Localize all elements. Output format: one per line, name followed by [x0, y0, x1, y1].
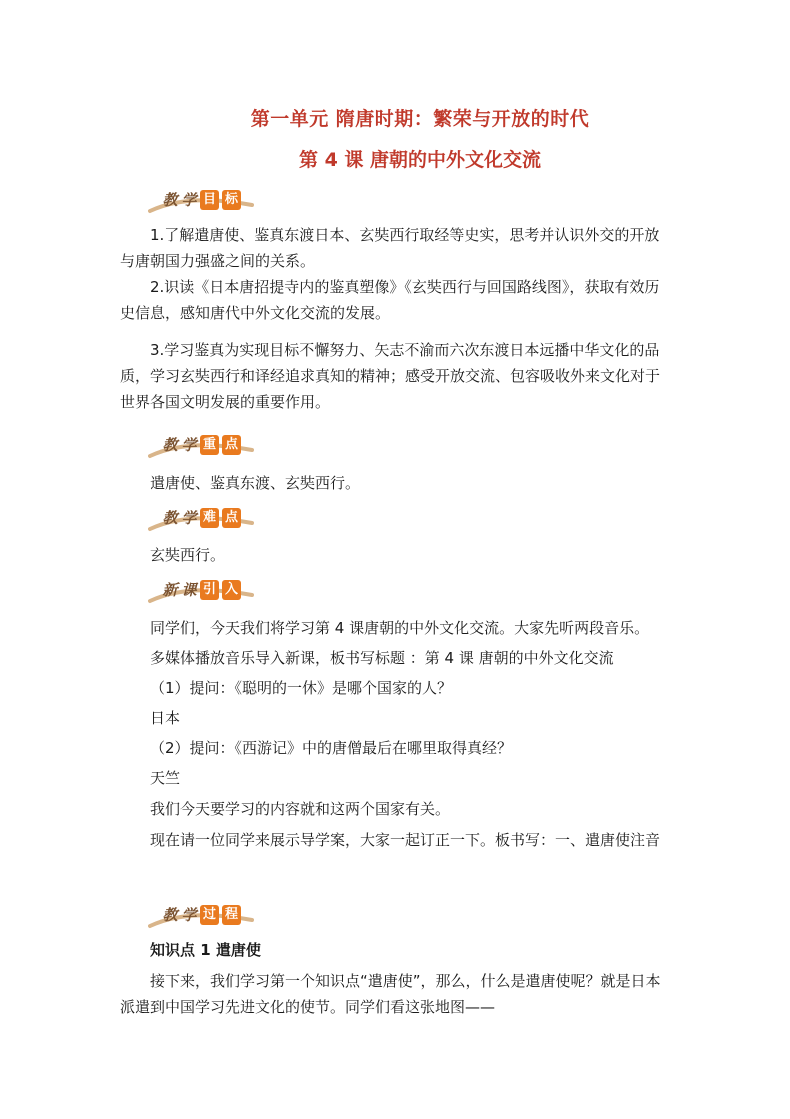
intro-question-1: （1）提问：《聪明的一休》是哪个国家的人？	[150, 679, 453, 697]
section-badge-difficulties	[148, 505, 258, 533]
section-badge-key-points	[148, 432, 258, 460]
badge-char: 学	[181, 906, 197, 924]
badge-char-boxed: 重	[200, 435, 219, 455]
badge-char: 教	[162, 509, 178, 527]
badge-char: 新	[162, 581, 178, 599]
section-badge-objectives	[148, 187, 258, 215]
badge-char-boxed: 点	[222, 508, 241, 528]
badge-char-boxed: 程	[222, 905, 241, 925]
badge-char: 学	[181, 509, 197, 527]
intro-paragraph-4: 现在请一位同学来展示导学案，大家一起订正一下。板书写：一、遣唐使注音	[150, 831, 661, 849]
intro-paragraph-2: 多媒体播放音乐导入新课，板书写标题 ：第 4 课 唐朝的中外文化交流	[150, 649, 614, 667]
lesson-title: 第 4 课 唐朝的中外文化交流	[298, 149, 542, 171]
difficulties-text: 玄奘西行。	[150, 546, 226, 564]
badge-char: 教	[162, 906, 178, 924]
section-badge-process	[148, 902, 258, 930]
objective-item-2: 2.识读《日本唐招提寺内的鉴真塑像》《玄奘西行与回国路线图》，获取有效历史信息，感知唐代中外文化交流的发展。	[120, 278, 660, 322]
badge-char-boxed: 点	[222, 435, 241, 455]
badge-char-boxed: 过	[200, 905, 219, 925]
badge-char-boxed: 难	[200, 508, 219, 528]
badge-char-boxed: 入	[222, 580, 241, 600]
badge-char: 教	[162, 436, 178, 454]
badge-char-boxed: 标	[222, 190, 241, 210]
intro-answer-2: 天竺	[150, 769, 181, 787]
section-badge-introduction	[148, 577, 258, 605]
intro-paragraph-3: 我们今天要学习的内容就和这两个国家有关。	[150, 800, 451, 818]
knowledge-point-1-text: 接下来，我们学习第一个知识点“遣唐使”，那么，什么是遣唐使呢？就是日本派遣到中国学习先进文化的使节。同学们看这张地图——	[120, 972, 661, 1016]
badge-char: 学	[181, 191, 197, 209]
badge-char-boxed: 引	[200, 580, 219, 600]
objective-item-1: 1.了解遣唐使、鉴真东渡日本、玄奘西行取经等史实，思考并认识外交的开放与唐朝国力强盛之间的关系。	[120, 226, 660, 270]
key-points-text: 遣唐使、鉴真东渡、玄奘西行。	[150, 474, 361, 492]
unit-title: 第一单元 隋唐时期：繁荣与开放的时代	[250, 108, 590, 130]
intro-paragraph-1: 同学们，今天我们将学习第 4 课唐朝的中外文化交流。大家先听两段音乐。	[150, 619, 650, 637]
badge-char: 学	[181, 436, 197, 454]
badge-char-boxed: 目	[200, 190, 219, 210]
intro-answer-1: 日本	[150, 709, 181, 727]
objective-item-3: 3.学习鉴真为实现目标不懈努力、矢志不渝而六次东渡日本远播中华文化的品质，学习玄奘西行和译经追求真知的精神；感受开放交流、包容吸收外来文化对于世界各国文明发展的重要作用。	[120, 341, 661, 411]
badge-char: 课	[181, 581, 197, 599]
intro-question-2: （2）提问：《西游记》中的唐僧最后在哪里取得真经？	[150, 739, 513, 757]
knowledge-point-1-title: 知识点 1 遣唐使	[150, 941, 261, 959]
badge-char: 教	[162, 191, 178, 209]
